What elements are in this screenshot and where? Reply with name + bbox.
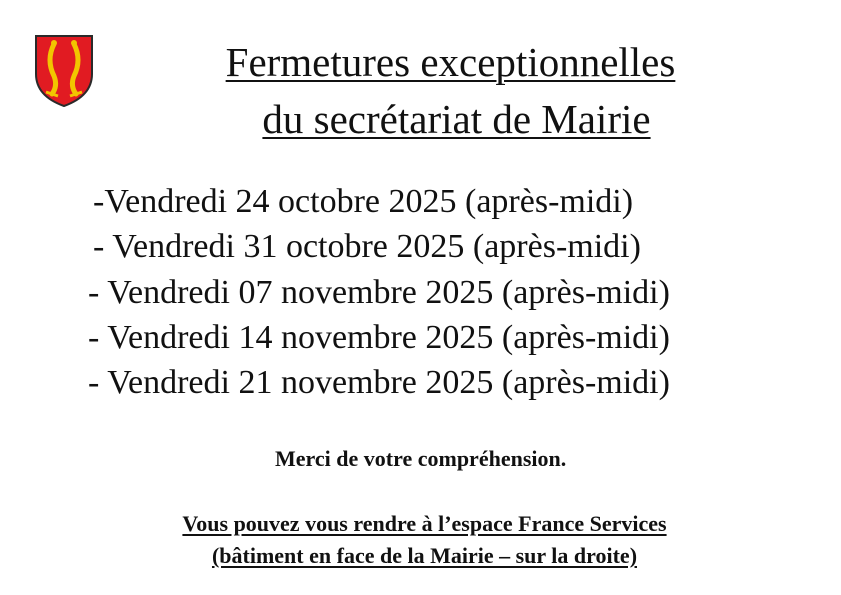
page-title-line-2: du secrétariat de Mairie [262, 96, 651, 142]
closure-date-item: -Vendredi 24 octobre 2025 (après-midi) [93, 183, 634, 220]
thanks-message: Merci de votre compréhension. [275, 446, 567, 471]
page-title-line-1: Fermetures exceptionnelles [225, 39, 676, 85]
france-services-notice-line-2: (bâtiment en face de la Mairie – sur la droite) [211, 543, 638, 568]
closure-date-item: - Vendredi 14 novembre 2025 (après-midi) [88, 319, 670, 356]
closure-date-item: - Vendredi 21 novembre 2025 (après-midi) [88, 364, 670, 401]
france-services-notice-line-1: Vous pouvez vous rendre à l’espace France Services [182, 511, 667, 536]
closure-date-item: - Vendredi 31 octobre 2025 (après-midi) [93, 228, 641, 265]
closure-date-item: - Vendredi 07 novembre 2025 (après-midi) [88, 274, 670, 311]
